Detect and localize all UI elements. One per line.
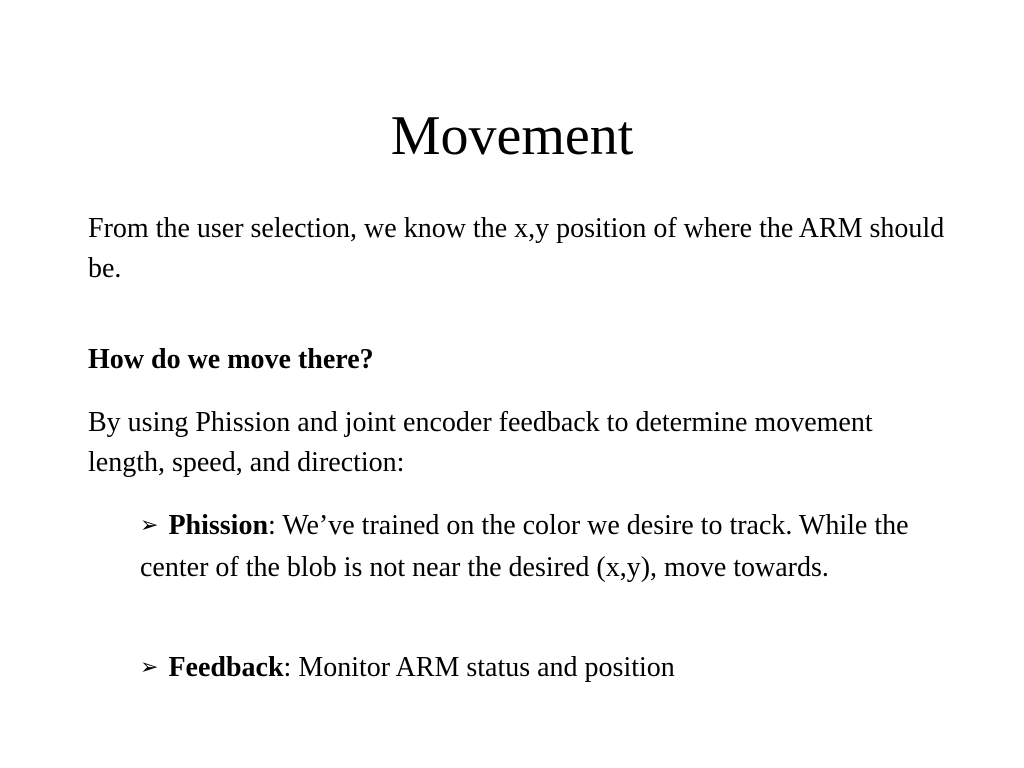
bullet-item-phission xyxy=(140,506,960,588)
bullet-term: Feedback xyxy=(168,652,284,683)
arrow-bullet-icon: ➢ xyxy=(140,513,159,538)
intro-paragraph: From the user selection, we know the x,y position of where the ARM should be. xyxy=(88,213,945,284)
arrow-bullet-icon: ➢ xyxy=(140,655,159,680)
question-heading: How do we move there? xyxy=(88,344,374,375)
bullet-item-feedback xyxy=(140,648,960,690)
slide-title: Movement xyxy=(390,105,634,167)
bullet-text: : We’ve trained on the color we desire to track. While the center of the blob is not near the desired (x,y), move towards. xyxy=(140,510,909,583)
bullet-term: Phission xyxy=(168,510,269,541)
bullet-text: : Monitor ARM status and position xyxy=(283,652,675,683)
explanation-paragraph: By using Phission and joint encoder feedback to determine movement length, speed, and direction: xyxy=(88,407,873,478)
